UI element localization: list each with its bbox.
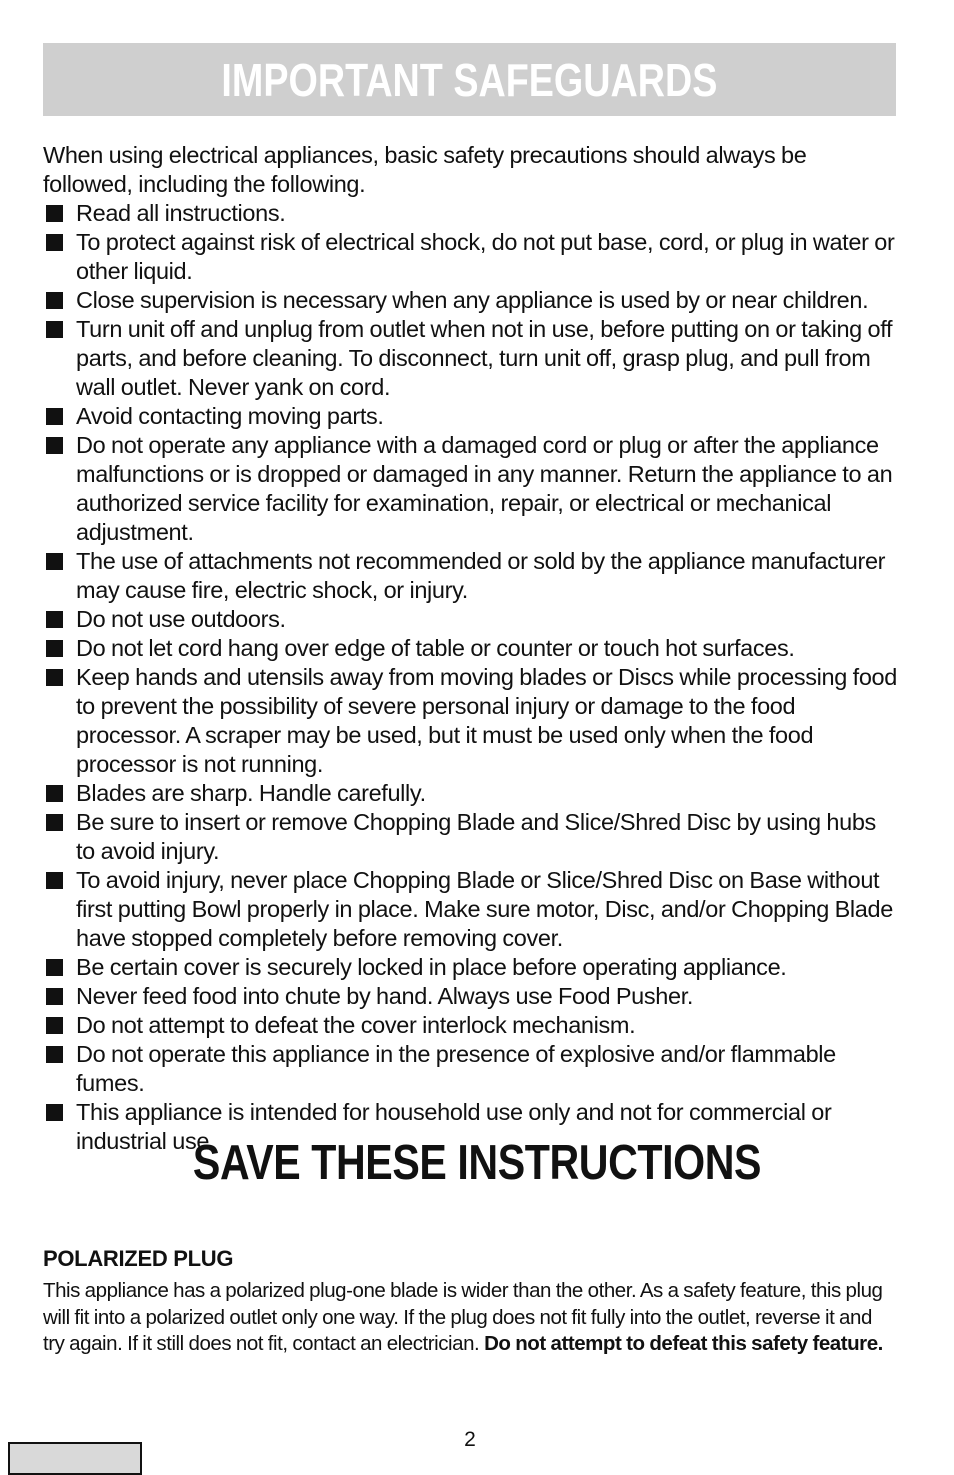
polarized-plug-heading: POLARIZED PLUG	[43, 1246, 234, 1271]
list-item-text: To avoid injury, never place Chopping Blade or Slice/Shred Disc on Base without first putting Bowl properly in place. Make sure motor, Disc, and/or Chopping Blade have stopped completely before removing cover.	[76, 867, 893, 951]
list-item-text: Do not operate this appliance in the presence of explosive and/or flammable fumes.	[76, 1041, 836, 1096]
list-item	[43, 286, 897, 315]
list-item-text: Be sure to insert or remove Chopping Blade and Slice/Shred Disc by using hubs to avoid injury.	[76, 809, 876, 864]
square-bullet-icon	[46, 205, 63, 222]
list-item-text: This appliance is intended for household use only and not for commercial or industrial use.	[76, 1099, 832, 1154]
corner-registration-box	[8, 1442, 142, 1475]
list-item	[43, 199, 897, 228]
list-item	[43, 228, 897, 286]
list-item-text: Keep hands and utensils away from moving blades or Discs while processing food to prevent the possibility of severe personal injury or damage to the food processor. A scraper may be used, but it must be used only when the food processor is not running.	[76, 664, 897, 777]
polarized-plug-text	[43, 1278, 897, 1358]
square-bullet-icon	[46, 553, 63, 570]
intro-text: When using electrical appliances, basic safety precautions should always be followed, including the following.	[43, 142, 807, 197]
square-bullet-icon	[46, 814, 63, 831]
square-bullet-icon	[46, 785, 63, 802]
page-title: IMPORTANT SAFEGUARDS	[221, 53, 718, 106]
list-item	[43, 402, 897, 431]
list-item	[43, 866, 897, 953]
square-bullet-icon	[46, 234, 63, 251]
list-item-text: Be certain cover is securely locked in place before operating appliance.	[76, 954, 787, 980]
list-item-text: Never feed food into chute by hand. Always use Food Pusher.	[76, 983, 694, 1009]
list-item-text: Do not use outdoors.	[76, 606, 286, 632]
list-item	[43, 779, 897, 808]
list-item-text: Read all instructions.	[76, 200, 286, 226]
square-bullet-icon	[46, 437, 63, 454]
square-bullet-icon	[46, 1104, 63, 1121]
list-item-text: Turn unit off and unplug from outlet when not in use, before putting on or taking off parts, and before cleaning. To disconnect, turn unit off, grasp plug, and pull from wall outlet. Never yank on cord.	[76, 316, 893, 400]
list-item-text: Avoid contacting moving parts.	[76, 403, 384, 429]
square-bullet-icon	[46, 1017, 63, 1034]
polarized-plug-warning: Do not attempt to defeat this safety feature.	[484, 1332, 883, 1355]
safeguards-list	[43, 199, 897, 1156]
square-bullet-icon	[46, 611, 63, 628]
list-item	[43, 315, 897, 402]
list-item-text: Do not operate any appliance with a damaged cord or plug or after the appliance malfunctions or is dropped or damaged in any manner. Return the appliance to an authorized service facility for examination, repair, or electrical or mechanical adjustment.	[76, 432, 893, 545]
square-bullet-icon	[46, 669, 63, 686]
list-item	[43, 663, 897, 779]
list-item-text: Close supervision is necessary when any appliance is used by or near children.	[76, 287, 869, 313]
list-item-text: To protect against risk of electrical shock, do not put base, cord, or plug in water or other liquid.	[76, 229, 895, 284]
list-item	[43, 808, 897, 866]
list-item	[43, 605, 897, 634]
square-bullet-icon	[46, 292, 63, 309]
square-bullet-icon	[46, 872, 63, 889]
list-item	[43, 982, 897, 1011]
list-item-text: Blades are sharp. Handle carefully.	[76, 780, 426, 806]
list-item-text: The use of attachments not recommended or sold by the appliance manufacturer may cause fire, electric shock, or injury.	[76, 548, 886, 603]
save-instructions-heading: SAVE THESE INSTRUCTIONS	[192, 1136, 762, 1190]
header-banner	[43, 43, 896, 116]
safeguards-section	[43, 141, 897, 1156]
square-bullet-icon	[46, 959, 63, 976]
square-bullet-icon	[46, 1046, 63, 1063]
square-bullet-icon	[46, 321, 63, 338]
square-bullet-icon	[46, 988, 63, 1005]
square-bullet-icon	[46, 408, 63, 425]
list-item-text: Do not attempt to defeat the cover interlock mechanism.	[76, 1012, 636, 1038]
page-number: 2	[464, 1428, 476, 1451]
polarized-plug-body: This appliance has a polarized plug-one blade is wider than the other. As a safety feature, this plug will fit into a polarized outlet only one way. If the plug does not fit fully into the outlet, reverse it and try again. If it still does not fit, contact an electrician.	[43, 1279, 883, 1355]
list-item	[43, 431, 897, 547]
list-item	[43, 1040, 897, 1098]
list-item-text: Do not let cord hang over edge of table or counter or touch hot surfaces.	[76, 635, 795, 661]
list-item	[43, 634, 897, 663]
list-item	[43, 1011, 897, 1040]
list-item	[43, 953, 897, 982]
square-bullet-icon	[46, 640, 63, 657]
list-item	[43, 547, 897, 605]
